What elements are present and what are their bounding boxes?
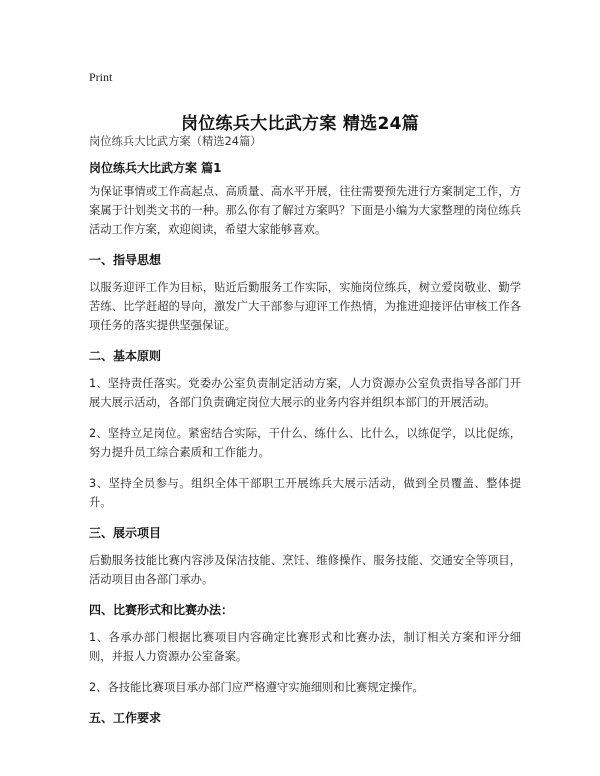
section-heading-guiding-ideology: 一、指导思想 (89, 253, 162, 267)
paragraph: 2、各技能比赛项目承办部门应严格遵守实施细则和比赛规定操作。 (89, 681, 424, 694)
section-heading-basic-principles: 二、基本原则 (89, 349, 162, 363)
document-body (89, 132, 521, 736)
section-heading-work-requirements: 五、工作要求 (89, 711, 162, 725)
article-heading: 岗位练兵大比武方案 篇1 (89, 161, 222, 175)
paragraph: 2、坚持立足岗位。紧密结合实际，干什么、练什么、比什么，以练促学，以比促练，努力提升员工综合素质和工作能力。 (89, 427, 521, 459)
paragraph: 1、坚持责任落实。党委办公室负责制定活动方案，人力资源办公室负责指导各部门开展大展示活动，各部门负责确定岗位大展示的业务内容并组织本部门的开展活动。 (89, 377, 521, 409)
paragraph: 1、各承办部门根据比赛项目内容确定比赛形式和比赛办法，制订相关方案和评分细则，并报人力资源办公室备案。 (89, 631, 521, 663)
page-title: 岗位练兵大比武方案 精选24篇 (180, 114, 420, 135)
print-link[interactable]: Print (89, 70, 113, 84)
paragraph: 3、坚持全员参与。组织全体干部职工开展练兵大展示活动，做到全员覆盖、整体提升。 (89, 477, 521, 509)
section-heading-competition-format: 四、比赛形式和比赛办法： (89, 603, 234, 617)
intro-paragraph: 为保证事情或工作高起点、高质量、高水平开展，往往需要预先进行方案制定工作，方案属于计划类文书的一种。那么你有了解过方案吗？下面是小编为大家整理的岗位练兵活动工作方案，欢迎阅读，希望大家能够喜欢。 (89, 185, 521, 236)
paragraph: 以服务迎评工作为目标，贴近后勤服务工作实际，实施岗位练兵，树立爱岗敬业、勤学苦练、比学赶超的导向，激发广大干部参与迎评工作热情，为推进迎接评估审核工作各项任务的落实提供坚强保证。 (89, 281, 521, 332)
paragraph: 后勤服务技能比赛内容涉及保洁技能、烹饪、维修操作、服务技能、交通安全等项目，活动项目由各部门承办。 (89, 554, 521, 586)
section-heading-display-items: 三、展示项目 (89, 526, 162, 540)
document-subtitle: 岗位练兵大比武方案（精选24篇） (89, 135, 262, 148)
